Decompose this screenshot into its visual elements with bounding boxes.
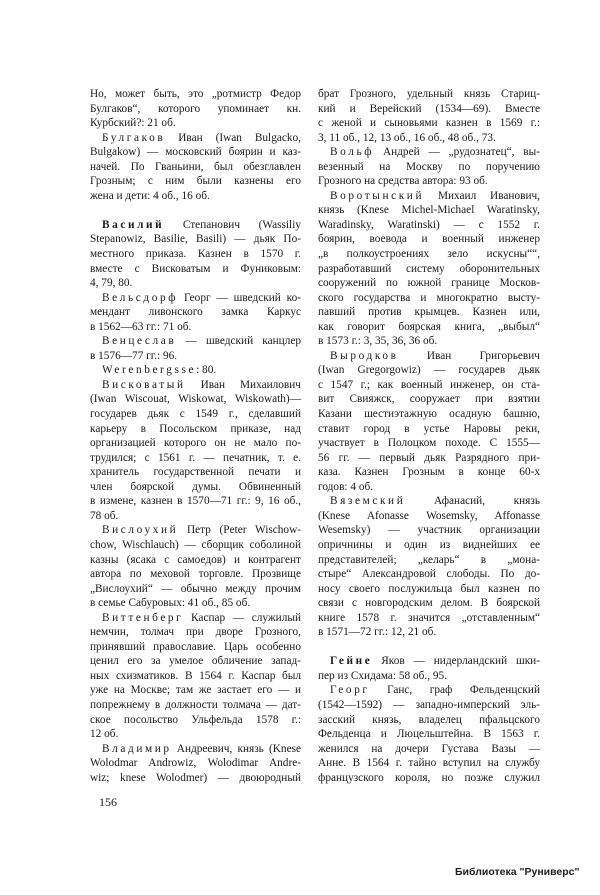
text-line: [90, 145, 301, 160]
line-text: wiz; knese Wolodmer) — двоюродный: [90, 771, 301, 784]
line-text: Ганс, граф Фельденцский: [369, 684, 540, 697]
text-line: [318, 523, 540, 538]
line-text: организацией которого он не мало по-: [90, 437, 301, 450]
text-line: [318, 392, 540, 407]
line-text: в 1573 г.: 3, 35, 36, 36 об.: [318, 335, 438, 348]
line-text: ных схизматиков. В 1564 г. Каспар был: [90, 669, 301, 682]
right-text-column: [318, 87, 540, 785]
entry-heading: Василий: [102, 218, 165, 231]
entry-heading: Вяземский: [330, 495, 406, 508]
line-text: Грозным; с ним были казнены его: [90, 175, 301, 188]
line-text: начей. По Гваньини, был обезглавлен: [90, 160, 301, 173]
text-line: [318, 494, 540, 509]
text-line: [318, 567, 540, 582]
entry-heading: Werenbergsse: [102, 364, 197, 377]
line-text: князь (Knese Michel-Michael Waratinsky,: [318, 204, 540, 217]
text-line: [90, 523, 301, 538]
line-text: Булгаков“, которого упоминает кн.: [90, 102, 301, 115]
text-line: [90, 771, 301, 786]
line-text: ского государства и многократно высту-: [318, 291, 540, 304]
text-line: [318, 378, 540, 393]
text-line: [318, 116, 540, 131]
line-text: трудился; с 1561 г. — печатник, т. е.: [90, 451, 301, 464]
line-text: Фельденца и Люцельштейна. В 1563 г.: [318, 728, 540, 741]
line-text: Иван Михаилович: [185, 378, 301, 391]
text-line: [90, 247, 301, 262]
line-text: член боярской думы. Обвиненный: [90, 480, 301, 493]
line-text: (Knese Afonasse Wosemsky, Affonasse: [318, 509, 540, 522]
text-line: [318, 407, 540, 422]
line-text: Waradinsky, Waratinski) — с 1552 г.: [318, 218, 540, 231]
entry-heading: Вислоухий: [102, 524, 179, 537]
line-text: каза. Казнен Грозным в конце 60-х: [318, 466, 540, 479]
text-line: [318, 174, 540, 189]
entry-heading: Воротынский: [330, 189, 425, 202]
text-line: [90, 509, 301, 524]
line-text: в измене, казнен в 1570—71 гг.: 9, 16 об.,: [90, 495, 301, 508]
line-text: 3, 11 об., 12, 13 об., 16 об., 48 об., 73.: [318, 131, 496, 144]
text-line: [318, 742, 540, 757]
text-line: [318, 203, 540, 218]
line-text: вместе с Висковатым и Фуниковым:: [90, 262, 301, 275]
text-line: [318, 451, 540, 466]
text-line: [318, 480, 540, 495]
line-text: жена и дети: 4 об., 16 об.: [90, 189, 210, 202]
text-line: [90, 538, 301, 553]
line-text: Михаил Иванович,: [424, 189, 540, 202]
line-text: chow, Wischlauch) — сборщик соболиной: [90, 538, 301, 551]
line-text: уже на Москве; там же застает его — и: [90, 684, 301, 697]
text-line: [90, 276, 301, 291]
line-text: попрежнему в должности толмача — дат-: [90, 698, 301, 711]
text-line: [318, 596, 540, 611]
entry-heading: Георг: [330, 684, 370, 697]
line-text: с 1547 г.; как военный инженер, он ста-: [318, 378, 540, 391]
library-footer: Библиотека "Руниверс": [455, 866, 580, 878]
line-text: (1542—1592) — западно-имперский эль-: [318, 698, 540, 711]
line-text: государев дьяк с 1549 г., сделавший: [90, 408, 301, 421]
text-line: [318, 276, 540, 291]
entry-heading: Булгаков: [102, 131, 166, 144]
left-text-column: [90, 87, 301, 785]
text-line: [90, 436, 301, 451]
text-line: [90, 480, 301, 495]
text-line: [90, 363, 301, 378]
line-text: Курбский?: 21 об.: [90, 117, 176, 130]
line-text: связи с новгородским делом. В боярской: [318, 597, 540, 610]
text-line: [318, 771, 540, 786]
text-line: [318, 538, 540, 553]
page-number: 156: [99, 795, 117, 809]
line-text: Андреевич, князь (Knese: [171, 742, 301, 755]
text-line: [90, 669, 301, 684]
text-line: [90, 87, 301, 102]
line-text: Яков — нидерландский шки-: [372, 655, 540, 668]
line-text: книге 1578 г. значится „отставленным“: [318, 611, 540, 624]
text-line: [318, 422, 540, 437]
entry-heading: Виттенберг: [102, 611, 184, 624]
text-line: [90, 232, 301, 247]
line-text: Анне. В 1564 г. тайно вступил на службу: [318, 757, 540, 770]
line-text: Степанович (Wassiliy: [164, 218, 301, 231]
entry-heading: Висковатый: [102, 378, 186, 391]
line-text: вит Свияжск, сооружает при взятии: [318, 393, 540, 406]
text-line: [90, 320, 301, 335]
line-text: засский князь, владелец пфальцского: [318, 713, 540, 726]
line-text: Wesemsky) — участник организации: [318, 524, 540, 537]
text-line: [90, 291, 301, 306]
text-line: [90, 640, 301, 655]
text-line: [318, 625, 540, 640]
text-line: [90, 378, 301, 393]
line-text: с женой и сыновьями казнен в 1569 г.:: [318, 117, 540, 130]
line-text: ценил его за умелое обличение запад-: [90, 655, 301, 668]
text-line: [318, 698, 540, 713]
line-text: принявший православие. Царь особенно: [90, 640, 301, 653]
line-text: ставит город в устье Наровы реки,: [318, 422, 540, 435]
text-line: [90, 465, 301, 480]
text-line: [90, 262, 301, 277]
text-line: [318, 509, 540, 524]
text-line: [318, 727, 540, 742]
text-line: [90, 727, 301, 742]
text-line: [90, 654, 301, 669]
entry-heading: Вельсдорф: [102, 291, 179, 304]
line-text: носу своего послужильца был казнен по: [318, 582, 540, 595]
line-text: в семье Сабуровых: 41 об., 85 об.: [90, 597, 251, 610]
text-line: [90, 742, 301, 757]
line-text: Казани шестиэтажную осадную башню,: [318, 408, 540, 421]
text-line: [90, 349, 301, 364]
line-text: Грозного на средства автора: 93 об.: [318, 175, 488, 188]
line-text: Wolodmar Androwiz, Wolodimar Andre-: [90, 757, 301, 770]
line-text: кий и Верейский (1534—69). Вместе: [318, 102, 540, 115]
text-line: [318, 713, 540, 728]
text-line: [318, 218, 540, 233]
line-text: Андрей — „рудознатец“, вы-: [374, 146, 540, 159]
line-text: в 1562—63 гг.: 71 об.: [90, 320, 192, 333]
line-text: Но, может быть, это „ротмистр Федор: [90, 88, 301, 100]
text-line: [90, 407, 301, 422]
line-text: французского короля, но позже служил: [318, 771, 540, 784]
text-line: [318, 232, 540, 247]
line-text: разработавший систему оборонительных: [318, 262, 540, 275]
line-text: участвует в Полоцком походе. С 1555—: [318, 437, 540, 450]
text-line: [318, 683, 540, 698]
line-text: Каспар — служилый: [183, 611, 301, 624]
text-line: [90, 713, 301, 728]
text-line: [318, 611, 540, 626]
line-text: 12 об.: [90, 728, 119, 741]
text-line: [318, 436, 540, 451]
text-line: [318, 582, 540, 597]
text-line: [318, 640, 540, 655]
text-line: [90, 698, 301, 713]
text-line: [90, 203, 301, 218]
text-line: [90, 131, 301, 146]
line-text: стыре“ Александровой слободы. По до-: [318, 568, 540, 581]
line-text: Иван (Iwan Bulgacko,: [165, 131, 301, 144]
line-text: (Iwan Wiscouat, Wiskowat, Wiskowath)—: [90, 393, 301, 406]
line-text: опричнины и один из виднейших ее: [318, 538, 540, 551]
line-text: 4, 79, 80.: [90, 277, 133, 290]
line-text: пер из Схидама: 58 об., 95.: [318, 669, 448, 682]
line-text: женился на дочери Густава Вазы —: [318, 742, 540, 755]
text-line: [90, 494, 301, 509]
text-line: [318, 553, 540, 568]
line-text: казны (ясака с самоедов) и контрагент: [90, 553, 301, 566]
text-line: [318, 334, 540, 349]
text-line: [318, 247, 540, 262]
text-line: [318, 320, 540, 335]
text-line: [318, 305, 540, 320]
text-line: [90, 116, 301, 131]
line-text: везенный на Москву по поручению: [318, 160, 540, 173]
text-line: [318, 756, 540, 771]
line-text: Stepanowiz, Basilie, Basili) — дьяк По-: [90, 233, 301, 246]
text-line: [318, 145, 540, 160]
line-text: в 1576—77 гг.: 96.: [90, 349, 178, 362]
text-line: [318, 189, 540, 204]
text-line: [318, 349, 540, 364]
line-text: автора по меховой торговле. Прозвище: [90, 568, 301, 581]
entry-heading: Выродков: [330, 349, 399, 362]
text-line: [90, 189, 301, 204]
line-text: местного приказа. Казнен в 1570 г.: [90, 248, 301, 261]
line-text: представителей; „келарь“ в „мона-: [318, 553, 540, 566]
text-line: [90, 756, 301, 771]
text-line: [90, 683, 301, 698]
line-text: как говорит боярская книга, „выбыл“: [318, 320, 540, 333]
text-line: [90, 451, 301, 466]
line-text: немчин, толмач при дворе Грозного,: [90, 626, 301, 639]
line-text: Георг — шведский ко-: [178, 291, 301, 304]
text-line: [90, 392, 301, 407]
line-text: Петр (Peter Wischow-: [178, 524, 301, 537]
line-text: хранитель государственной печати и: [90, 466, 301, 479]
entry-heading: Венцеслав: [102, 335, 177, 348]
entry-heading: Владимир: [102, 742, 172, 755]
entry-heading: Гейне: [330, 655, 373, 668]
line-text: сооружений по южной границе Москов-: [318, 277, 540, 290]
text-line: [318, 363, 540, 378]
text-line: [90, 596, 301, 611]
text-line: [90, 625, 301, 640]
text-line: [318, 654, 540, 669]
text-line: [318, 465, 540, 480]
line-text: (Iwan Gregorgowiz) — государев дьяк: [318, 364, 540, 377]
entry-heading: Вольф: [330, 146, 375, 159]
line-text: Иван Григорьевич: [398, 349, 540, 362]
text-line: [90, 174, 301, 189]
line-text: ское посольство Ульфельда 1578 г.:: [90, 713, 301, 726]
line-text: боярин, воевода и военный инженер: [318, 233, 540, 246]
text-line: [90, 218, 301, 233]
text-line: [318, 131, 540, 146]
line-text: годов: 4 об.: [318, 480, 374, 493]
text-line: [90, 334, 301, 349]
text-line: [318, 160, 540, 175]
line-text: брат Грозного, удельный князь Стариц-: [318, 88, 540, 100]
text-line: [90, 582, 301, 597]
line-text: Bulgakow) — московский боярин и каз-: [90, 146, 301, 159]
text-line: [318, 669, 540, 684]
line-text: в 1571—72 гг.: 12, 21 об.: [318, 626, 437, 639]
text-line: [90, 567, 301, 582]
text-line: [90, 553, 301, 568]
line-text: карьеру в Посольском приказе, над: [90, 422, 301, 435]
text-line: [90, 305, 301, 320]
line-text: павший против крымцев. Казнен или,: [318, 306, 540, 319]
line-text: Афанасий, князь: [405, 495, 540, 508]
text-line: [318, 262, 540, 277]
text-line: [318, 87, 540, 102]
line-text: мендант ливонского замка Каркус: [90, 306, 301, 319]
text-line: [90, 102, 301, 117]
line-text: „в полкоустроениях зело искусны““,: [318, 248, 540, 261]
text-line: [90, 422, 301, 437]
text-line: [318, 291, 540, 306]
line-text: — шведский канцлер: [176, 335, 301, 348]
line-text: 78 об.: [90, 509, 119, 522]
line-text: „Вислоухий“ — обычно между прочим: [90, 582, 301, 595]
text-line: [90, 611, 301, 626]
line-text: 56 гг. — первый дьяк Разрядного при-: [318, 451, 540, 464]
text-line: [90, 160, 301, 175]
text-line: [318, 102, 540, 117]
line-text: : 80.: [196, 364, 217, 377]
